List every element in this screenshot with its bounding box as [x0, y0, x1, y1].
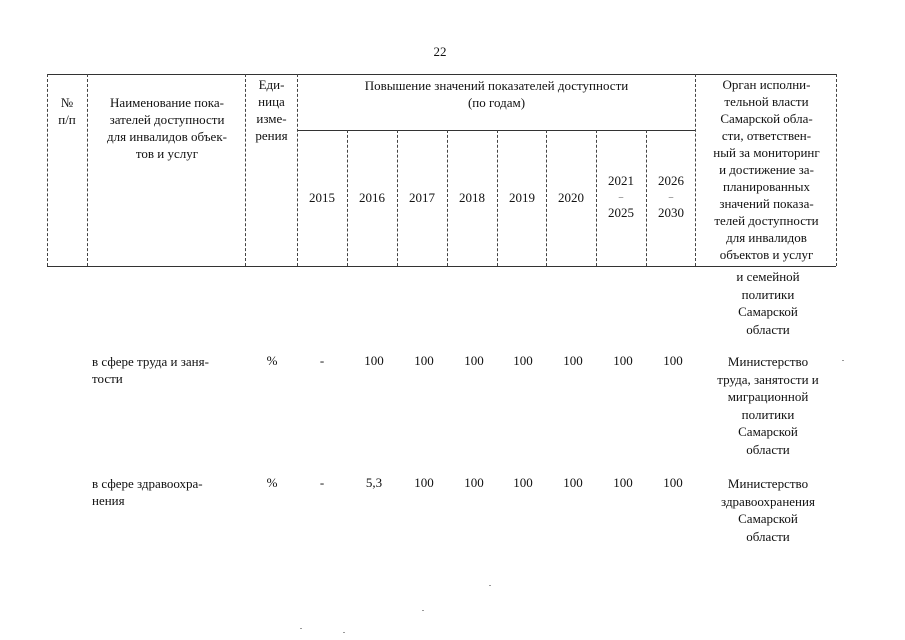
- header-name-line: тов и услуг: [135, 146, 199, 161]
- range-end: 2030: [658, 205, 684, 220]
- header-year-2020: 2020: [558, 190, 584, 205]
- row-value-2019: 100: [513, 475, 533, 490]
- header-organ-line: значений показа-: [719, 196, 814, 211]
- row-unit: %: [266, 475, 278, 490]
- organ-line: политики: [741, 406, 795, 422]
- organ-line: Самарской: [738, 304, 798, 319]
- row-name-line: тости: [92, 371, 123, 386]
- scan-speck: [300, 628, 302, 629]
- header-unit-line: изме-: [256, 111, 287, 126]
- organ-line: политики: [741, 286, 795, 302]
- header-organ-line: Самарской обла-: [720, 111, 813, 126]
- header-unit-line: Еди-: [258, 77, 285, 92]
- column-divider: [87, 74, 88, 266]
- range-end: 2025: [608, 205, 634, 220]
- header-unit-line: рения: [255, 128, 288, 143]
- header-organ-line: для инвалидов: [726, 230, 807, 245]
- row-value-2018: 100: [464, 475, 484, 490]
- scan-speck: [842, 360, 844, 361]
- scan-speck: [343, 632, 345, 633]
- organ-line: области: [746, 441, 790, 457]
- header-unit-line: ница: [258, 94, 285, 109]
- row-value-2020: 100: [563, 353, 583, 368]
- header-organ-line: тельной власти: [724, 94, 809, 109]
- header-year-2017: 2017: [409, 190, 435, 205]
- row-value-2026-2030: 100: [663, 475, 683, 490]
- header-name-line: Наименование пока-: [110, 95, 224, 110]
- organ-line: области: [746, 528, 790, 544]
- header-organ-line: и достижение за-: [719, 162, 814, 177]
- page-number: 22: [433, 44, 447, 59]
- header-name-line: зателей доступности: [109, 112, 225, 127]
- header-responsible-body: [697, 76, 836, 263]
- organ-line: миграционной: [727, 389, 809, 404]
- header-organ-line: объектов и услуг: [719, 247, 814, 262]
- row-unit: %: [266, 353, 278, 368]
- row-name-line: нения: [92, 493, 125, 508]
- header-number-line: №: [60, 95, 74, 110]
- organ-line: труда, занятости и: [717, 371, 819, 387]
- range-separator: –: [618, 192, 624, 202]
- header-number-line: п/п: [58, 112, 76, 127]
- organ-line: Министерство: [727, 476, 809, 491]
- header-group-line: (по годам): [467, 95, 526, 110]
- range-separator: –: [668, 192, 674, 202]
- organ-line: и семейной: [736, 269, 800, 284]
- header-organ-line: Орган исполни-: [722, 77, 811, 92]
- header-year-2016: 2016: [359, 190, 385, 205]
- column-divider: [695, 74, 696, 266]
- row-indicator-name: [92, 353, 245, 387]
- row-responsible-body: [698, 475, 838, 545]
- organ-line: Самарской: [738, 511, 798, 526]
- header-group-title: [298, 77, 695, 111]
- header-year-range-2021-2025: [597, 171, 645, 223]
- header-group-line: Повышение значений показателей доступности: [364, 78, 629, 93]
- row-value-2015: -: [319, 353, 325, 368]
- row-value-2018: 100: [464, 353, 484, 368]
- header-name-line: для инвалидов объек-: [107, 129, 227, 144]
- organ-line: Министерство: [727, 354, 809, 369]
- row-value-2015: -: [319, 475, 325, 490]
- organ-line: здравоохранения: [721, 493, 815, 509]
- header-unit: [246, 76, 297, 144]
- header-number: [47, 94, 87, 128]
- header-year-2019: 2019: [509, 190, 535, 205]
- header-organ-line: ный за мониторинг: [713, 145, 820, 160]
- header-bottom-border: [47, 266, 836, 267]
- organ-line: области: [746, 321, 790, 337]
- scan-speck: [489, 585, 491, 586]
- header-group-border: [297, 130, 695, 131]
- row-value-2016: 100: [364, 353, 384, 368]
- row-indicator-name: [92, 475, 245, 509]
- scan-speck: [422, 610, 424, 611]
- header-year-2018: 2018: [459, 190, 485, 205]
- header-year-range-2026-2030: [647, 171, 695, 223]
- row-value-2020: 100: [563, 475, 583, 490]
- header-indicator-name: [89, 94, 245, 162]
- row-value-2021-2025: 100: [613, 475, 633, 490]
- row-value-2016: 5,3: [365, 475, 383, 490]
- range-start: 2026: [658, 173, 684, 188]
- row-value-2026-2030: 100: [663, 353, 683, 368]
- row-name-line: в сфере здравоохра-: [92, 476, 203, 491]
- header-organ-line: планированных: [722, 179, 810, 194]
- header-year-2015: 2015: [309, 190, 335, 205]
- row-responsible-body: [698, 353, 838, 458]
- continuation-organ: [698, 268, 838, 338]
- header-organ-line: телей доступности: [714, 213, 819, 228]
- header-top-border: [47, 74, 836, 75]
- column-divider: [836, 74, 837, 266]
- organ-line: Самарской: [738, 424, 798, 439]
- row-value-2019: 100: [513, 353, 533, 368]
- row-value-2021-2025: 100: [613, 353, 633, 368]
- row-name-line: в сфере труда и заня-: [92, 354, 209, 369]
- range-start: 2021: [608, 173, 634, 188]
- row-value-2017: 100: [414, 475, 434, 490]
- header-organ-line: сти, ответствен-: [721, 128, 812, 143]
- row-value-2017: 100: [414, 353, 434, 368]
